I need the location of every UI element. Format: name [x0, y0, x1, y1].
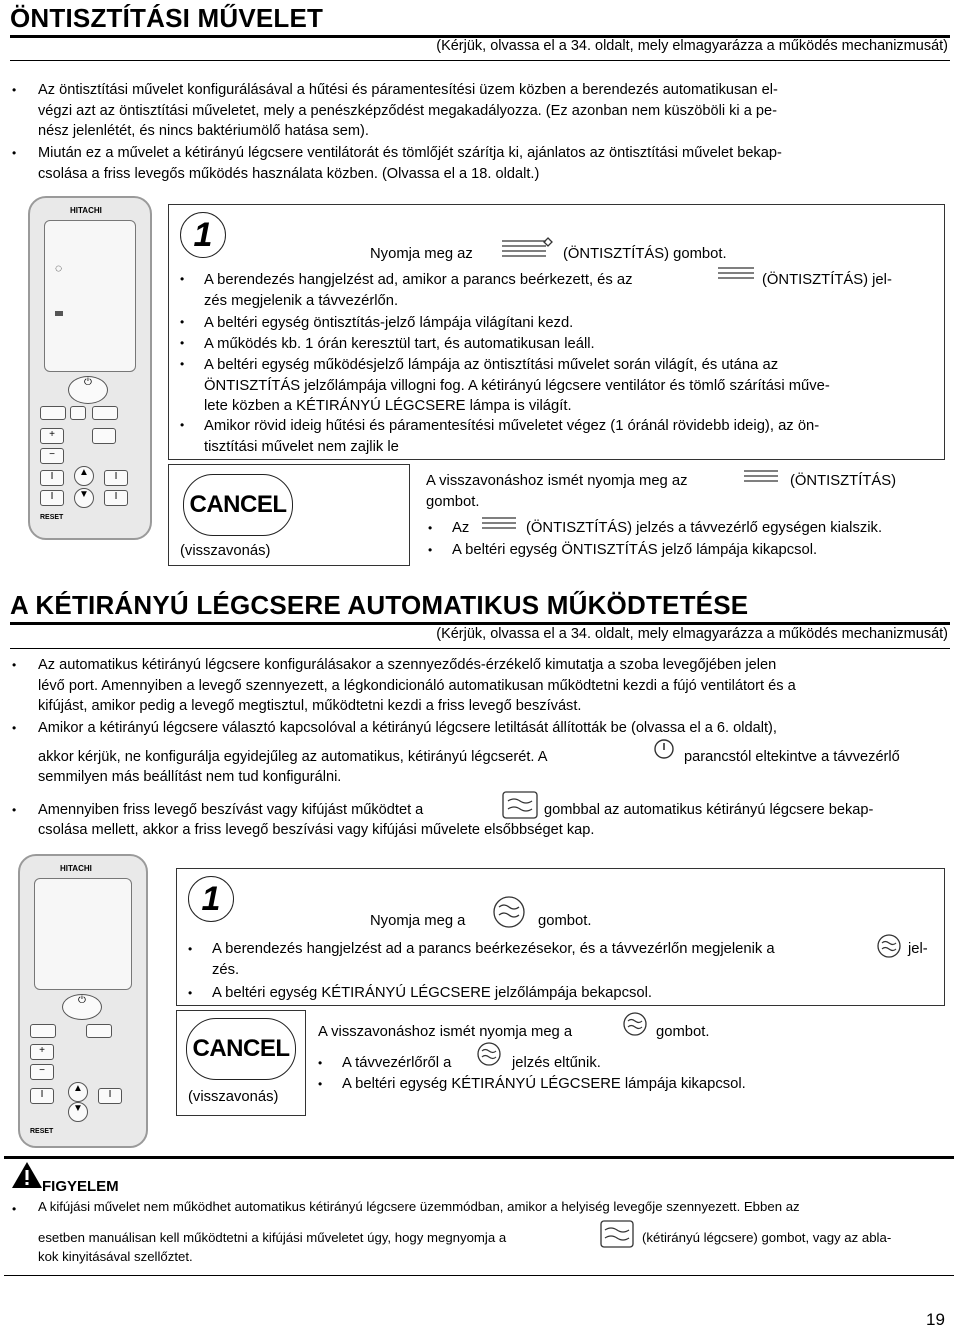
cancel-button[interactable]: CANCEL: [186, 1018, 296, 1080]
step-item-4: A beltéri egység működésjelző lámpája az öntisztítási művelet során világít, és utána az ÖNTISZTÍTÁS jelzőlámpája villogni fog. A kétirányú légcsere ventilátor és tömlő szárítási műve- lete közben a KÉTIRÁNYÚ LÉGCSERE lámpa is világít.: [204, 357, 830, 414]
section2-paragraph-2-line2: akkor kérjük, ne konfigurálja egyidejűleg az automatikus, kétirányú légcserét. A: [38, 749, 548, 765]
section2-paragraph-1: Az automatikus kétirányú légcsere konfigurálásakor a szennyeződés-érzékelő kimutatja a szoba levegőjében jelen lévő port. Amennyiben a levegő szennyezett, a légkondicionáló automatikusan működtetni kezdi a fújó ventilátort és a kifújást, amikor pedig a levegő megtisztul, működtetni kezdi a friss levegő beszívást.: [38, 657, 796, 714]
ventilation-icon: [622, 1010, 648, 1043]
warning-line-2-end: (kétirányú légcsere) gombot, vagy az abla-: [642, 1230, 892, 1245]
bullet: •: [428, 543, 433, 557]
bullet: •: [180, 315, 185, 329]
bullet: •: [428, 521, 433, 535]
bullet: •: [12, 721, 17, 735]
remote-control-illustration: [28, 196, 152, 540]
divider: [10, 648, 950, 649]
power-icon: ◌: [55, 261, 63, 275]
bullet: •: [180, 336, 185, 350]
cancel-button[interactable]: CANCEL: [183, 474, 293, 536]
step-item-1: A berendezés hangjelzést ad a parancs beérkezésekor, és a távvezérlőn megjelenik a: [212, 941, 775, 957]
ventilation-button[interactable]: [86, 1024, 112, 1038]
cancel-item-1: Az: [452, 520, 470, 536]
self-clean-button[interactable]: [30, 1024, 56, 1038]
section2-paragraph-3: Amennyiben friss levegő beszívást vagy kifújást működtet a: [38, 802, 424, 818]
warning-line-2: esetben manuálisan kell működtetni a kifújási műveletet úgy, hogy megnyomja a: [38, 1230, 507, 1245]
warning-title: FIGYELEM: [42, 1178, 119, 1195]
down-button[interactable]: ▼: [68, 1102, 88, 1122]
cancel-instruction-end: gombot.: [656, 1024, 710, 1040]
ventilation-button[interactable]: [92, 406, 118, 420]
press-instruction: Nyomja meg az: [370, 246, 473, 262]
remote-control-illustration: [18, 854, 148, 1148]
bullet: •: [180, 357, 185, 371]
bullet: •: [12, 146, 17, 160]
step-item-2: A beltéri egység KÉTIRÁNYÚ LÉGCSERE jelzőlámpája bekapcsol.: [212, 985, 652, 1001]
step-item-1-line2: zés.: [212, 962, 240, 978]
cancel-item-1-end: (ÖNTISZTÍTÁS) jelzés a távvezérlő egységen kialszik.: [526, 520, 883, 536]
bullet: •: [188, 942, 193, 956]
right-button[interactable]: I: [98, 1088, 122, 1104]
up-button[interactable]: ▲: [74, 466, 94, 486]
self-clean-icon: [480, 514, 520, 539]
step-item-5: Amikor rövid ideig hűtési és páramentesítési műveletet végez (1 óránál rövidebb ideig), az ön- tisztítási művelet nem zajlik le: [204, 418, 820, 455]
self-clean-icon: [498, 236, 554, 265]
reset-label: RESET: [40, 514, 64, 521]
left-button[interactable]: I: [30, 1088, 54, 1104]
section-title: ÖNTISZTÍTÁSI MŰVELET: [10, 3, 324, 33]
intro-paragraph-2: Miután ez a művelet a kétirányú légcsere ventilátorát és tömlőjét szárítja ki, ajánlatos az öntisztítási művelet bekap- csolása a friss levegős működés használata közben. (Olvassa el a 18. oldalt.): [38, 145, 782, 182]
title-rule: [10, 622, 950, 625]
step-number: 1: [188, 876, 234, 922]
power-button[interactable]: ⏻: [68, 376, 108, 404]
section-subtitle: (Kérjük, olvassa el a 34. oldalt, mely elmagyarázza a működés mechanizmusát): [436, 38, 948, 54]
remote-brand: HITACHI: [60, 864, 92, 873]
divider: [10, 60, 950, 61]
warning-line-3: kok kinyitásával szellőztet.: [38, 1249, 193, 1264]
remote-brand: HITACHI: [70, 206, 102, 215]
step-item-3: A működés kb. 1 órán keresztül tart, és automatikusan leáll.: [204, 336, 595, 352]
press-instruction-end: (ÖNTISZTÍTÁS) gombot.: [563, 246, 727, 262]
bullet: •: [180, 418, 185, 432]
step-item-2: A beltéri egység öntisztítás-jelző lámpája világítani kezd.: [204, 315, 574, 331]
cancel-instruction: A visszavonáshoz ismét nyomja meg a: [318, 1024, 573, 1040]
cancel-caption: (visszavonás): [188, 1089, 279, 1105]
bullet: •: [188, 986, 193, 1000]
press-instruction: Nyomja meg a: [370, 913, 466, 929]
section2-paragraph-2: Amikor a kétirányú légcsere választó kapcsolóval a kétirányú légcsere letiltását állították be (olvassa el a 6. oldalt),: [38, 720, 777, 736]
cancel-item-2: A beltéri egység ÖNTISZTÍTÁS jelző lámpája kikapcsol.: [452, 542, 818, 558]
cancel-item-1: A távvezérlőről a: [342, 1055, 452, 1071]
page-number: 19: [926, 1310, 945, 1329]
down-button[interactable]: ▼: [74, 488, 94, 508]
plus-button[interactable]: +: [40, 428, 64, 444]
bullet: •: [12, 83, 17, 97]
press-instruction-end: gombot.: [538, 913, 592, 929]
plus-button[interactable]: +: [30, 1044, 54, 1060]
ventilation-icon: [492, 895, 526, 934]
mode-button[interactable]: [92, 428, 116, 444]
remote-screen: [34, 878, 132, 990]
up-button[interactable]: ▲: [68, 1082, 88, 1102]
power-button[interactable]: ⏻: [62, 994, 102, 1020]
bullet: •: [318, 1077, 323, 1091]
self-clean-icon: [716, 264, 758, 289]
bullet: •: [180, 272, 185, 286]
remote-screen: [44, 220, 136, 372]
minus-button[interactable]: −: [40, 448, 64, 464]
self-clean-icon: [742, 467, 782, 492]
right-button-2[interactable]: I: [104, 490, 128, 506]
power-icon: [652, 738, 676, 765]
section2-paragraph-3-line2: csolása mellett, akkor a friss levegő beszívási vagy kifújási művelete elsőbbséget kap.: [38, 822, 595, 838]
cancel-instruction-line2: gombot.: [426, 494, 480, 510]
section2-paragraph-2-line2-end: parancstól eltekintve a távvezérlő: [684, 749, 900, 765]
cancel-item-1-end: jelzés eltűnik.: [512, 1055, 601, 1071]
section-subtitle: (Kérjük, olvassa el a 34. oldalt, mely elmagyarázza a működés mechanizmusát): [436, 626, 948, 642]
right-button[interactable]: I: [104, 470, 128, 486]
intro-paragraph-1: Az öntisztítási művelet konfigurálásával a hűtési és páramentesítési üzem közben a berendezés automatikusan el- végzi azt az öntisztítási műveletet, mely a penészképződést megakadályozza. (Ez azonban nem küszöböli ki a pe- nész jelenlétét, és nincs baktériumölő hatása sem).: [38, 82, 778, 139]
cancel-item-2: A beltéri egység KÉTIRÁNYÚ LÉGCSERE lámpája kikapcsol.: [342, 1076, 746, 1092]
cancel-caption: (visszavonás): [180, 543, 271, 559]
step-item-1-line2: zés megjelenik a távvezérlőn.: [204, 293, 399, 309]
step-item-1: A berendezés hangjelzést ad, amikor a parancs beérkezett, és az: [204, 272, 633, 288]
reset-label: RESET: [30, 1128, 54, 1135]
bullet: •: [12, 1202, 17, 1216]
minus-button[interactable]: −: [30, 1064, 54, 1080]
step-item-1-end: jel-: [908, 941, 928, 957]
cancel-instruction-end: (ÖNTISZTÍTÁS): [790, 473, 897, 489]
self-clean-button[interactable]: [40, 406, 66, 420]
left-button[interactable]: I: [40, 470, 64, 486]
ventilation-icon: [476, 1040, 502, 1073]
section-title: A KÉTIRÁNYÚ LÉGCSERE AUTOMATIKUS MŰKÖDTETÉSE: [10, 590, 749, 620]
ventilation-icon: [876, 932, 902, 965]
warning-line-1: A kifújási művelet nem működhet automatikus kétirányú légcsere üzemmódban, amikor a helyiség levegője szennyezett. Ebben az: [38, 1199, 800, 1214]
bullet: •: [318, 1056, 323, 1070]
warning-triangle-icon: [10, 1160, 44, 1195]
bullet: •: [12, 658, 17, 672]
step-number: 1: [180, 212, 226, 258]
section2-paragraph-3-end: gombbal az automatikus kétirányú légcsere bekap-: [544, 802, 874, 818]
mode-indicator: [55, 311, 63, 316]
timer-button[interactable]: [70, 406, 86, 420]
ventilation-icon: [600, 1220, 634, 1253]
section2-paragraph-2-line3: semmilyen más beállítást nem tud konfigurálni.: [38, 769, 342, 785]
cancel-instruction: A visszavonáshoz ismét nyomja meg az: [426, 473, 688, 489]
left-button-2[interactable]: I: [40, 490, 64, 506]
bullet: •: [12, 803, 17, 817]
step-item-1-end: (ÖNTISZTÍTÁS) jel-: [762, 272, 892, 288]
